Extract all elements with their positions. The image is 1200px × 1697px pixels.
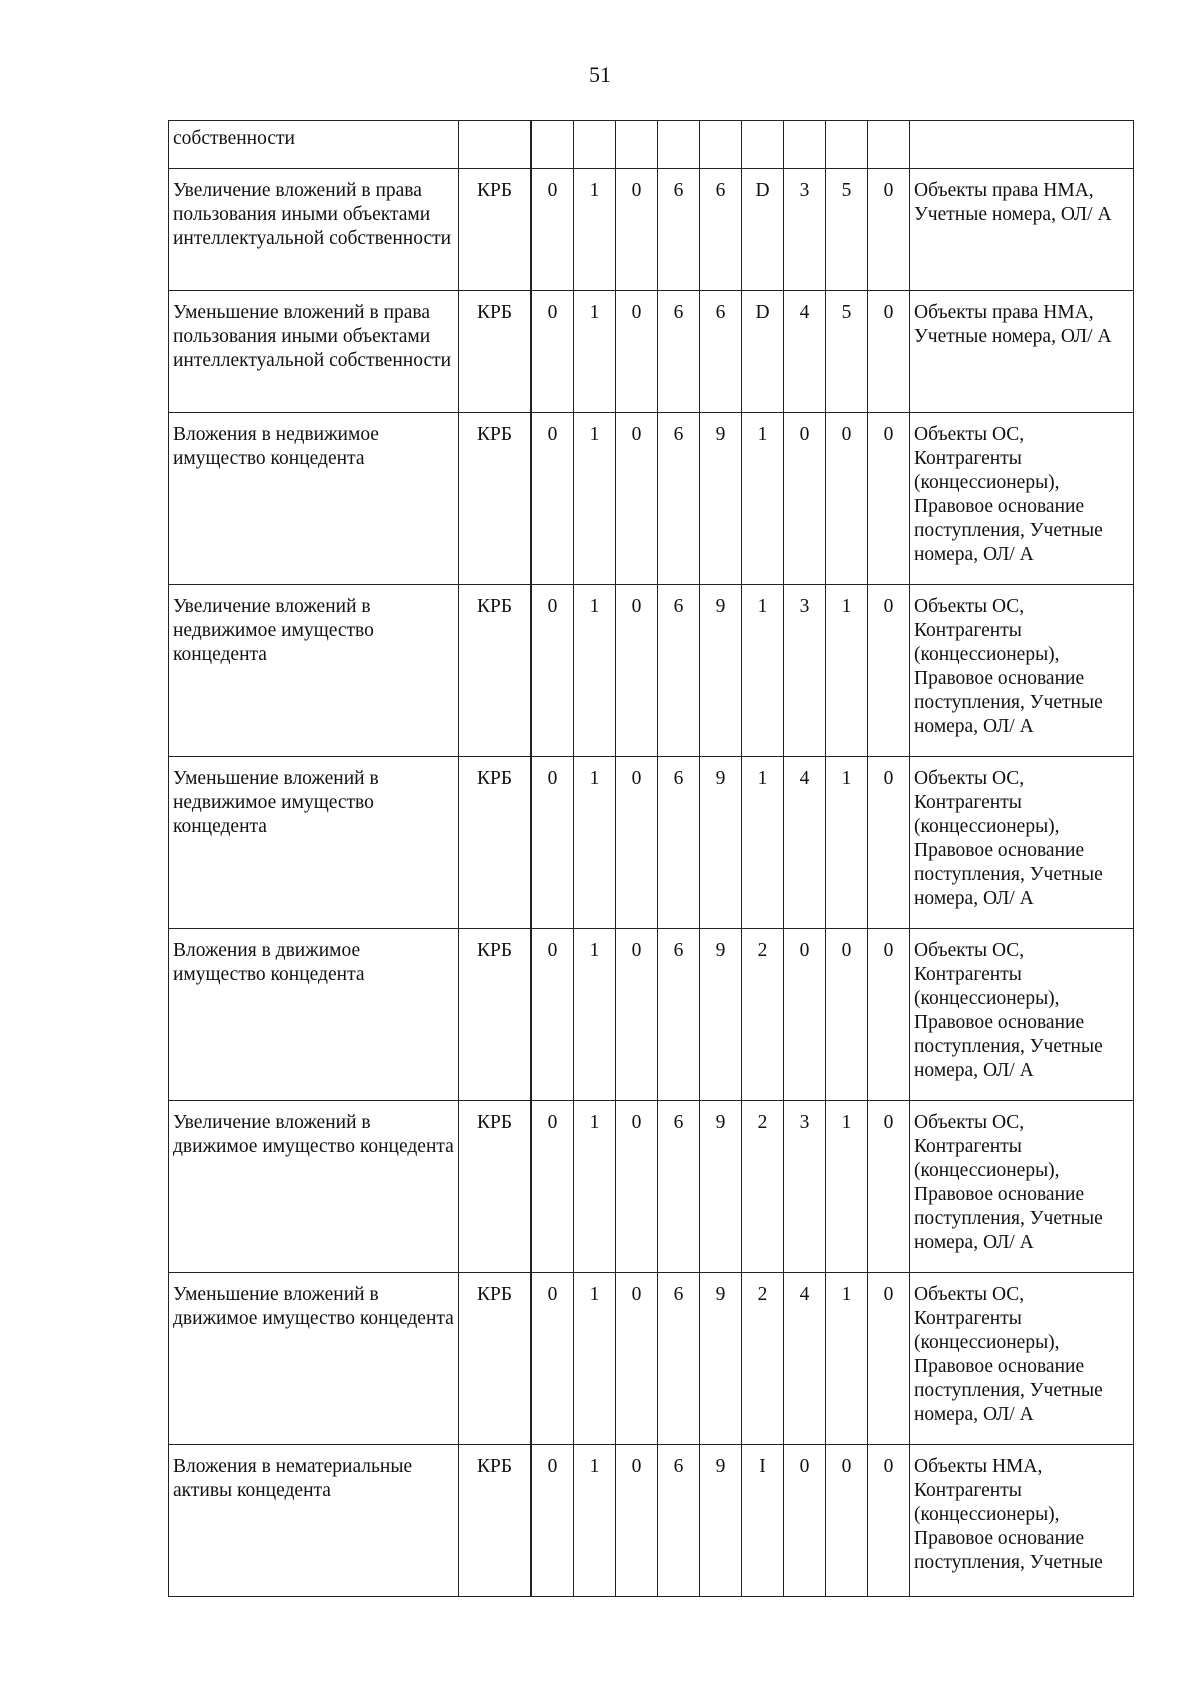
account-digit-cell: 2 [742,1101,784,1273]
analytics-cell: Объекты ОС, Контрагенты (концессионеры), Правовое основание поступления, Учетные номера, ОЛ/ А [910,1101,1134,1273]
account-digit-cell [826,121,868,169]
account-name-cell: Уменьшение вложений в права пользования иными объектами интеллектуальной собственности [169,291,459,413]
account-digit-cell: 3 [784,585,826,757]
analytics-cell: Объекты права НМА, Учетные номера, ОЛ/ А [910,169,1134,291]
account-digit-cell: 0 [532,413,574,585]
account-digit-cell: 0 [616,413,658,585]
table-row [169,1445,1134,1597]
account-digit-cell [574,121,616,169]
table-row [169,1101,1134,1273]
account-digit-cell: 0 [616,169,658,291]
account-digit-cell: 3 [784,1101,826,1273]
account-digit-cell: 0 [616,1445,658,1597]
account-digit-cell: 3 [784,169,826,291]
account-digit-cell: 1 [574,291,616,413]
account-digit-cell [700,121,742,169]
table-row [169,291,1134,413]
account-digit-cell: 6 [658,169,700,291]
ledger-code-cell: КРБ [459,1273,531,1445]
account-digit-cell: 0 [784,413,826,585]
account-digit-cell: 1 [574,169,616,291]
ledger-code-cell: КРБ [459,929,531,1101]
account-digit-cell: 4 [784,291,826,413]
account-digit-cell: 0 [532,1273,574,1445]
account-digit-cell: 0 [616,757,658,929]
ledger-code-cell: КРБ [459,585,531,757]
table-row [169,169,1134,291]
account-digit-cell: 0 [826,1445,868,1597]
account-digit-cell: 0 [616,585,658,757]
account-name-cell: Уменьшение вложений в движимое имущество концедента [169,1273,459,1445]
account-digit-cell: 6 [658,291,700,413]
account-name-cell: Вложения в недвижимое имущество концедента [169,413,459,585]
ledger-code-cell: КРБ [459,1445,531,1597]
account-digit-cell: 1 [826,585,868,757]
account-digit-cell: 1 [826,1273,868,1445]
analytics-cell: Объекты права НМА, Учетные номера, ОЛ/ А [910,291,1134,413]
ledger-code-cell: КРБ [459,169,531,291]
account-digit-cell: 1 [574,1273,616,1445]
account-digit-cell: 4 [784,1273,826,1445]
analytics-cell: Объекты ОС, Контрагенты (концессионеры), Правовое основание поступления, Учетные номера, ОЛ/ А [910,413,1134,585]
analytics-cell: Объекты ОС, Контрагенты (концессионеры), Правовое основание поступления, Учетные номера, ОЛ/ А [910,929,1134,1101]
account-digit-cell: 9 [700,929,742,1101]
account-digit-cell: 1 [574,757,616,929]
account-digit-cell: 0 [532,585,574,757]
account-digit-cell: 0 [532,757,574,929]
account-digit-cell: 9 [700,757,742,929]
account-digit-cell: 0 [532,291,574,413]
table-row [169,929,1134,1101]
account-digit-cell: 6 [658,585,700,757]
account-digit-cell: 0 [532,1101,574,1273]
account-digit-cell: 0 [532,169,574,291]
analytics-cell: Объекты НМА, Контрагенты (концессионеры), Правовое основание поступления, Учетные [910,1445,1134,1597]
analytics-cell: Объекты ОС, Контрагенты (концессионеры), Правовое основание поступления, Учетные номера, ОЛ/ А [910,585,1134,757]
account-digit-cell: 6 [658,929,700,1101]
ledger-code-cell: КРБ [459,413,531,585]
account-digit-cell: 1 [826,757,868,929]
account-digit-cell: 1 [742,585,784,757]
account-digit-cell: 9 [700,585,742,757]
account-digit-cell: 0 [616,291,658,413]
table-row [169,121,1134,169]
account-digit-cell: 1 [826,1101,868,1273]
account-digit-cell [616,121,658,169]
account-name-cell: Вложения в нематериальные активы концедента [169,1445,459,1597]
account-digit-cell: 6 [658,757,700,929]
account-digit-cell: 0 [616,1273,658,1445]
account-digit-cell: 0 [868,585,910,757]
account-digit-cell: 0 [826,929,868,1101]
table-row [169,1273,1134,1445]
account-digit-cell: 0 [868,291,910,413]
account-digit-cell: 6 [658,413,700,585]
analytics-cell [910,121,1134,169]
account-name-cell: Увеличение вложений в недвижимое имущество концедента [169,585,459,757]
account-digit-cell: 0 [784,929,826,1101]
account-digit-cell: 1 [574,1101,616,1273]
account-digit-cell [658,121,700,169]
accounts-table [168,120,1134,1597]
account-digit-cell: 1 [574,1445,616,1597]
page-number: 51 [589,62,611,87]
table-row [169,413,1134,585]
account-digit-cell: 0 [784,1445,826,1597]
ledger-code-cell [459,121,531,169]
account-digit-cell: 6 [658,1101,700,1273]
account-digit-cell: 1 [574,585,616,757]
account-digit-cell: 9 [700,1273,742,1445]
account-digit-cell: I [742,1445,784,1597]
account-digit-cell: 6 [700,169,742,291]
account-digit-cell: D [742,169,784,291]
account-digit-cell: 0 [532,1445,574,1597]
analytics-cell: Объекты ОС, Контрагенты (концессионеры), Правовое основание поступления, Учетные номера, ОЛ/ А [910,1273,1134,1445]
account-digit-cell: 5 [826,291,868,413]
account-digit-cell: 2 [742,929,784,1101]
account-digit-cell: 1 [742,757,784,929]
table-row [169,585,1134,757]
account-digit-cell: 0 [532,929,574,1101]
table-row [169,757,1134,929]
ledger-code-cell: КРБ [459,1101,531,1273]
account-digit-cell: 6 [658,1273,700,1445]
account-digit-cell: 0 [868,929,910,1101]
ledger-code-cell: КРБ [459,757,531,929]
account-digit-cell: 6 [658,1445,700,1597]
account-digit-cell: 0 [616,929,658,1101]
account-digit-cell: 0 [868,1101,910,1273]
account-digit-cell: 0 [868,169,910,291]
account-digit-cell [742,121,784,169]
account-digit-cell [532,121,574,169]
account-digit-cell: 0 [868,1273,910,1445]
account-digit-cell: 1 [574,929,616,1101]
analytics-cell: Объекты ОС, Контрагенты (концессионеры), Правовое основание поступления, Учетные номера, ОЛ/ А [910,757,1134,929]
account-digit-cell: 0 [868,413,910,585]
account-digit-cell: D [742,291,784,413]
account-name-cell: собственности [169,121,459,169]
account-digit-cell: 0 [868,757,910,929]
account-digit-cell: 1 [574,413,616,585]
account-digit-cell: 9 [700,413,742,585]
account-digit-cell: 4 [784,757,826,929]
account-digit-cell: 6 [700,291,742,413]
account-digit-cell: 0 [826,413,868,585]
account-digit-cell: 9 [700,1445,742,1597]
account-digit-cell: 2 [742,1273,784,1445]
account-digit-cell: 0 [868,1445,910,1597]
account-name-cell: Уменьшение вложений в недвижимое имущество концедента [169,757,459,929]
account-name-cell: Увеличение вложений в права пользования иными объектами интеллектуальной собственности [169,169,459,291]
account-digit-cell [784,121,826,169]
account-digit-cell [868,121,910,169]
account-digit-cell: 1 [742,413,784,585]
account-digit-cell: 5 [826,169,868,291]
account-name-cell: Вложения в движимое имущество концедента [169,929,459,1101]
account-digit-cell: 9 [700,1101,742,1273]
ledger-code-cell: КРБ [459,291,531,413]
account-digit-cell: 0 [616,1101,658,1273]
account-name-cell: Увеличение вложений в движимое имущество концедента [169,1101,459,1273]
